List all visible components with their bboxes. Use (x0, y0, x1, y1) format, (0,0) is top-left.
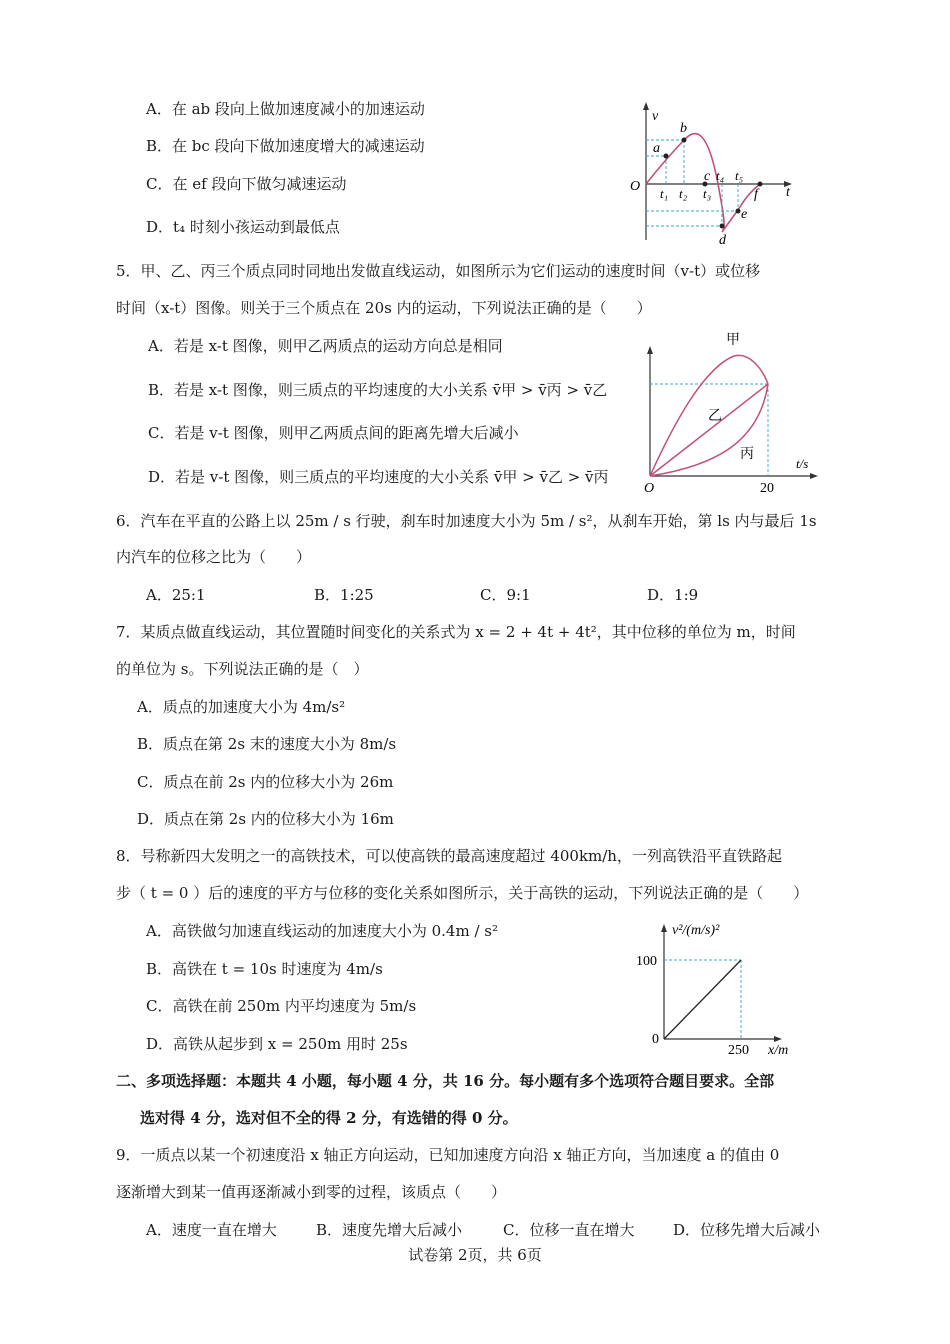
q9-option-a: A．速度一直在增大 (146, 1221, 277, 1239)
q4-label-t: t (786, 185, 790, 200)
q5-stem-line1: 5．甲、乙、丙三个质点同时同地出发做直线运动，如图所示为它们运动的速度时间（v-t）或位移 (116, 262, 761, 280)
q5-graph-figure (634, 328, 824, 498)
q8-line (664, 960, 741, 1039)
q8-label-xlabel: x/m (768, 1043, 789, 1057)
q4-option-d: D．t₄ 时刻小孩运动到最低点 (146, 218, 340, 236)
q4-label-b: b (680, 121, 687, 136)
q4-label-o: O (630, 179, 641, 194)
q4-label-d: d (719, 233, 726, 248)
q5-option-c: C．若是 v-t 图像，则甲乙两质点间的距离先增大后减小 (148, 424, 519, 442)
q6-option-d: D．1:9 (647, 586, 699, 604)
q6-stem-line2: 内汽车的位移之比为（ ） (116, 548, 312, 566)
q8-stem-line1: 8．号称新四大发明之一的高铁技术，可以使高铁的最高速度超过 400km/h，一列高铁沿平直铁路起 (116, 847, 782, 865)
section2-heading-line2: 选对得 4 分，选对但不全的得 2 分，有选错的得 0 分。 (140, 1109, 518, 1127)
q6-option-a: A．25:1 (146, 586, 206, 604)
q7-option-b: B．质点在第 2s 末的速度大小为 8m/s (137, 735, 397, 753)
q5-option-d: D．若是 v-t 图像，则三质点的平均速度的大小关系 v̄甲 > v̄乙 > v̄丙 (148, 468, 609, 486)
q6-option-b: B．1:25 (314, 586, 374, 604)
q5-stem-line2: 时间（x-t）图像。则关于三个质点在 20s 内的运动，下列说法正确的是（ ） (116, 299, 652, 317)
q4-point-a (664, 154, 669, 159)
q8-label-ylabel: v²/(m/s)² (672, 923, 720, 938)
q4-label-t2: t₂ (679, 186, 688, 201)
q4-label-f: f (754, 187, 758, 202)
q4-label-t3: t₃ (703, 186, 712, 201)
q4-option-b: B．在 bc 段向下做加速度增大的减速运动 (146, 137, 425, 155)
q4-point-e (736, 209, 741, 214)
q8-label-o: 0 (652, 1032, 659, 1047)
q4-label-v: v (652, 109, 659, 124)
q4-label-c: c (704, 169, 711, 184)
q8-option-c: C．高铁在前 250m 内平均速度为 5m/s (146, 997, 417, 1015)
q9-option-b: B．速度先增大后减小 (316, 1221, 463, 1239)
q5-label-o: O (644, 481, 655, 496)
q8-option-d: D．高铁从起步到 x = 250m 用时 25s (146, 1035, 408, 1053)
q7-option-c: C．质点在前 2s 内的位移大小为 26m (137, 773, 394, 791)
q6-option-c: C．9:1 (480, 586, 531, 604)
q4-vt-figure (622, 100, 802, 250)
q7-stem-line2: 的单位为 s。下列说法正确的是（ ） (116, 660, 369, 678)
q5-option-a: A．若是 x-t 图像，则甲乙两质点的运动方向总是相同 (148, 337, 503, 355)
q7-option-d: D．质点在第 2s 内的位移大小为 16m (137, 810, 394, 828)
q4-point-f (758, 182, 763, 187)
q5-label-jia: 甲 (726, 333, 740, 348)
q5-label-20: 20 (760, 481, 774, 496)
q8-label-100: 100 (636, 954, 657, 969)
q4-label-e: e (741, 207, 748, 222)
q7-option-a: A．质点的加速度大小为 4m/s² (137, 698, 346, 716)
q4-label-t1: t₁ (660, 186, 669, 201)
q5-line-yi (650, 384, 768, 476)
q5-label-bing: 丙 (740, 447, 754, 462)
q6-stem-line1: 6．汽车在平直的公路上以 25m / s 行驶，刹车时加速度大小为 5m / s²，从刹车开始，第 ls 内与最后 1s (116, 512, 817, 530)
q5-option-b: B．若是 x-t 图像，则三质点的平均速度的大小关系 v̄甲 > v̄丙 > v̄乙 (148, 381, 608, 399)
q4-option-c: C．在 ef 段向下做匀减速运动 (146, 175, 347, 193)
q8-graph-figure (630, 912, 810, 1057)
q4-option-a: A．在 ab 段向上做加速度减小的加速运动 (146, 100, 425, 118)
section2-heading-line1: 二、多项选择题：本题共 4 小题，每小题 4 分，共 16 分。每小题有多个选项符合题目要求。全部 (116, 1072, 775, 1090)
q5-label-t: t/s (796, 456, 809, 471)
q5-label-yi: 乙 (708, 409, 722, 424)
q8-stem-line2: 步（ t = 0 ）后的速度的平方与位移的变化关系如图所示，关于高铁的运动，下列说法正确的是（ ） (116, 884, 809, 902)
q9-option-d: D．位移先增大后减小 (673, 1221, 821, 1239)
page-footer: 试卷第 2页，共 6页 (408, 1246, 542, 1264)
q4-point-d (720, 224, 725, 229)
q8-option-a: A．高铁做匀加速直线运动的加速度大小为 0.4m / s² (146, 922, 498, 940)
q4-label-a: a (653, 141, 660, 156)
q9-stem-line2: 逐渐增大到某一值再逐渐减小到零的过程，该质点（ ） (116, 1183, 507, 1201)
q4-label-t4: t₄ (716, 168, 725, 183)
q9-stem-line1: 9．一质点以某一个初速度沿 x 轴正方向运动，已知加速度方向沿 x 轴正方向，当加速度 a 的值由 0 (116, 1146, 780, 1164)
q7-stem-line1: 7．某质点做直线运动，其位置随时间变化的关系式为 x = 2 + 4t + 4t²，其中位移的单位为 m，时间 (116, 623, 796, 641)
q8-label-250: 250 (728, 1043, 749, 1057)
q4-label-t5: t₅ (735, 168, 744, 183)
q9-option-c: C．位移一直在增大 (503, 1221, 635, 1239)
q4-point-b (682, 138, 687, 143)
q8-option-b: B．高铁在 t = 10s 时速度为 4m/s (146, 960, 383, 978)
